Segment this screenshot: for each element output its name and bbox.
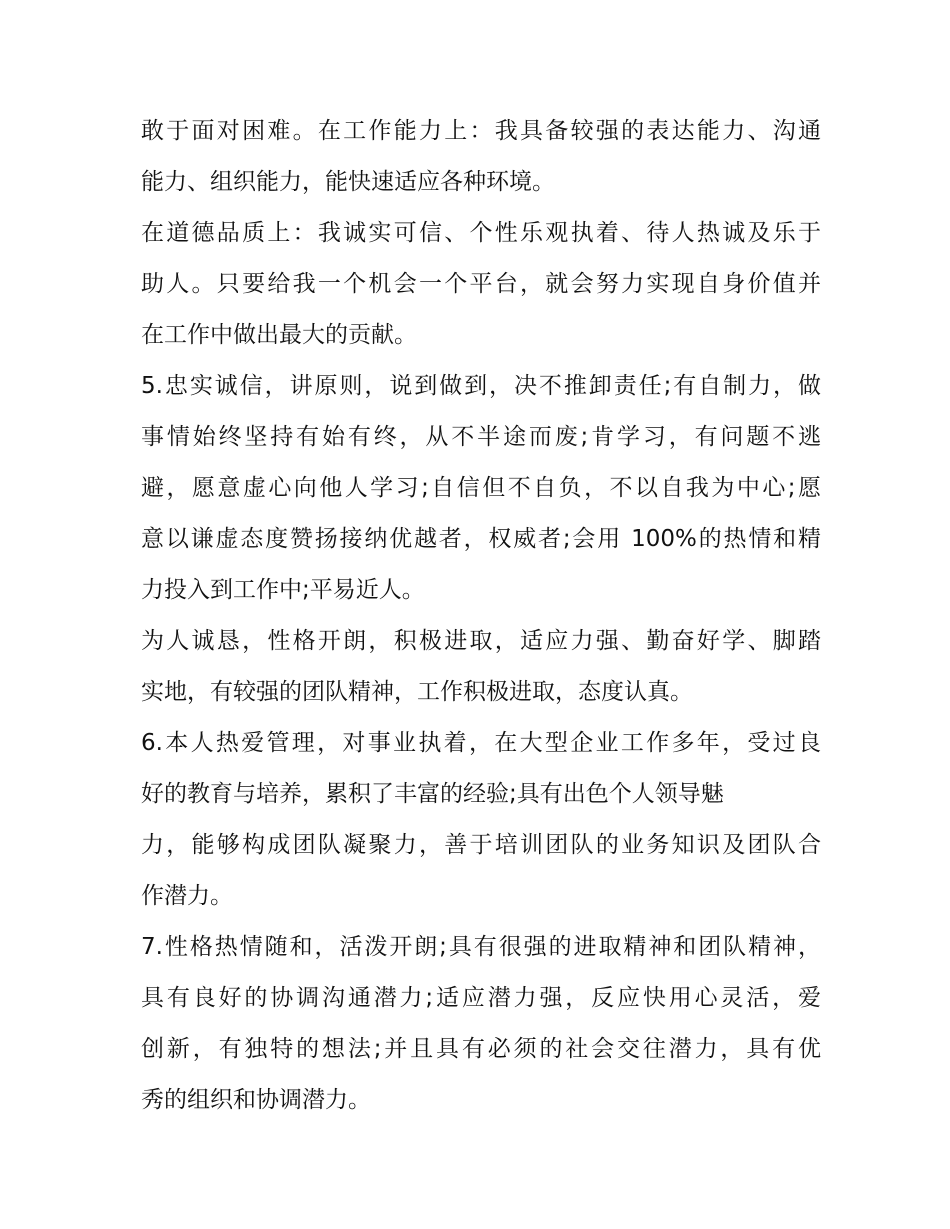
text-line: 避，愿意虚心向他人学习;自信但不自负，不以自我为中心;愿 <box>141 475 821 501</box>
text-line: 实地，有较强的团队精神，工作积极进取，态度认真。 <box>141 679 693 705</box>
text-line: 意以谦虚态度赞扬接纳优越者，权威者;会用 100%的热情和精 <box>141 526 821 552</box>
text-line: 助人。只要给我一个机会一个平台，就会努力实现自身价值并 <box>141 271 821 297</box>
text-line: 在工作中做出最大的贡献。 <box>141 322 417 348</box>
text-line: 力投入到工作中;平易近人。 <box>141 577 425 603</box>
text-line: 具有良好的协调沟通潜力;适应潜力强，反应快用心灵活，爱 <box>141 985 821 1011</box>
text-line: 6.本人热爱管理，对事业执着，在大型企业工作多年，受过良 <box>141 730 821 756</box>
text-line: 在道德品质上：我诚实可信、个性乐观执着、待人热诚及乐于 <box>141 220 821 246</box>
text-line: 为人诚恳，性格开朗，积极进取，适应力强、勤奋好学、脚踏 <box>141 628 821 654</box>
document-body <box>141 106 821 1126</box>
text-line: 创新，有独特的想法;并且具有必须的社会交往潜力，具有优 <box>141 1036 821 1062</box>
text-line: 能力、组织能力，能快速适应各种环境。 <box>141 169 555 195</box>
text-line: 好的教育与培养，累积了丰富的经验;具有出色个人领导魅 <box>141 781 724 807</box>
text-line: 事情始终坚持有始有终，从不半途而废;肯学习，有问题不逃 <box>141 424 821 450</box>
text-line: 7.性格热情随和，活泼开朗;具有很强的进取精神和团队精神， <box>141 934 821 960</box>
text-line: 作潜力。 <box>141 883 233 909</box>
text-line: 敢于面对困难。在工作能力上：我具备较强的表达能力、沟通 <box>141 118 821 144</box>
text-line: 力，能够构成团队凝聚力，善于培训团队的业务知识及团队合 <box>141 832 821 858</box>
text-line: 秀的组织和协调潜力。 <box>141 1087 371 1113</box>
text-line: 5.忠实诚信，讲原则，说到做到，决不推卸责任;有自制力，做 <box>141 373 821 399</box>
